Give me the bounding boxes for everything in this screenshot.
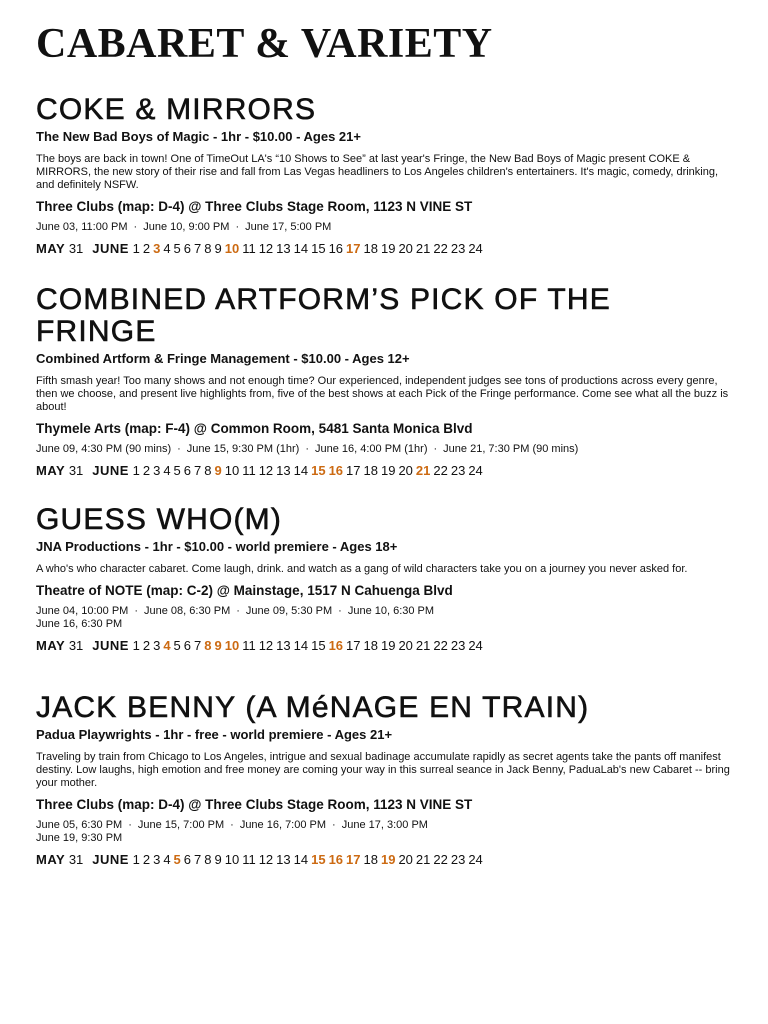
calendar-day: 22 — [433, 638, 448, 653]
performance-time: June 16, 4:00 PM (1hr) — [314, 443, 428, 455]
performance-day: 16 — [328, 852, 344, 867]
calendar-day: 20 — [398, 852, 413, 867]
calendar-day: 31 — [68, 638, 84, 653]
calendar-day: 9 — [214, 241, 222, 256]
calendar-day: 15 — [311, 241, 326, 256]
show-times-line — [36, 832, 736, 845]
calendar-day: 6 — [183, 241, 192, 256]
calendar-day: 14 — [293, 852, 309, 867]
separator-dot: · — [433, 443, 438, 455]
performance-day: 5 — [173, 852, 181, 867]
calendar-day: 24 — [468, 638, 483, 653]
calendar-day: 20 — [398, 638, 413, 653]
calendar-day: 1 — [132, 463, 140, 478]
calendar-day: 13 — [276, 852, 291, 867]
calendar-day: 5 — [173, 638, 181, 653]
performance-day: 9 — [214, 463, 222, 478]
calendar-day: 23 — [450, 852, 466, 867]
calendar-day: 2 — [142, 241, 151, 256]
calendar-day: 14 — [293, 241, 309, 256]
show-entry — [36, 692, 736, 868]
separator-dot: · — [235, 221, 240, 233]
calendar-day: 19 — [380, 463, 396, 478]
performance-day: 10 — [224, 638, 240, 653]
month-label-may: MAY — [36, 241, 66, 256]
page-title: CABARET & VARIETY — [36, 21, 493, 67]
calendar-day: 18 — [363, 463, 378, 478]
calendar-day: 31 — [68, 241, 84, 256]
calendar-day: 21 — [415, 852, 431, 867]
calendar-day: 11 — [242, 638, 256, 653]
calendar-day: 8 — [204, 463, 212, 478]
month-label-june: JUNE — [92, 463, 129, 478]
show-times — [36, 605, 736, 631]
calendar-day: 19 — [380, 638, 396, 653]
separator-dot: · — [305, 443, 309, 455]
calendar-day: 31 — [68, 463, 84, 478]
calendar-day: 9 — [214, 852, 222, 867]
calendar-day: 4 — [163, 463, 171, 478]
show-description: A who's who character cabaret. Come laugh, drink. and watch as a gang of wild characters take you on a journey you never asked for. — [36, 563, 688, 575]
performance-time: June 05, 6:30 PM — [36, 819, 123, 831]
show-times — [36, 443, 736, 456]
separator-dot: · — [134, 605, 139, 617]
calendar-day: 1 — [132, 241, 140, 256]
calendar-day: 15 — [311, 638, 326, 653]
performance-time: June 16, 7:00 PM — [239, 819, 327, 831]
separator-dot: · — [338, 605, 342, 617]
show-venue[interactable]: Three Clubs (map: D-4) @ Three Clubs Stage Room, 1123 N VINE ST — [36, 797, 473, 812]
show-times-line — [36, 819, 736, 832]
calendar-day: 31 — [68, 852, 84, 867]
performance-time: June 21, 7:30 PM (90 mins) — [443, 443, 579, 455]
show-times-line — [36, 618, 736, 631]
calendar-day: 7 — [194, 241, 202, 256]
date-calendar-strip — [36, 463, 736, 479]
performance-time: June 10, 6:30 PM — [347, 605, 435, 617]
performance-day: 21 — [415, 463, 431, 478]
show-subtitle: Padua Playwrights - 1hr - free - world premiere - Ages 21+ — [36, 727, 393, 742]
calendar-day: 1 — [132, 852, 140, 867]
calendar-day: 8 — [204, 852, 212, 867]
performance-day: 16 — [328, 463, 344, 478]
separator-dot: · — [332, 819, 336, 831]
show-venue[interactable]: Theatre of NOTE (map: C-2) @ Mainstage, 1517 N Cahuenga Blvd — [36, 583, 453, 598]
month-label-may: MAY — [36, 638, 66, 653]
show-title: COKE & MIRRORS — [36, 93, 317, 126]
calendar-day: 14 — [293, 638, 309, 653]
calendar-day: 22 — [433, 463, 448, 478]
performance-day: 10 — [224, 241, 240, 256]
separator-dot: · — [230, 819, 234, 831]
calendar-day: 8 — [204, 241, 212, 256]
calendar-day: 10 — [224, 463, 240, 478]
calendar-day: 10 — [224, 852, 240, 867]
performance-day: 17 — [346, 241, 361, 256]
month-label-june: JUNE — [92, 852, 129, 867]
calendar-day: 6 — [183, 638, 192, 653]
show-times-line — [36, 605, 736, 618]
calendar-day: 22 — [433, 852, 448, 867]
performance-day: 17 — [346, 852, 361, 867]
calendar-day: 7 — [194, 638, 202, 653]
performance-time: June 15, 7:00 PM — [137, 819, 225, 831]
show-venue[interactable]: Thymele Arts (map: F-4) @ Common Room, 5481 Santa Monica Blvd — [36, 421, 473, 436]
show-title: COMBINED ARTFORM’S PICK OF THE FRINGE — [36, 283, 611, 348]
calendar-day: 11 — [242, 852, 256, 867]
calendar-day: 18 — [363, 638, 378, 653]
show-subtitle: The New Bad Boys of Magic - 1hr - $10.00 - Ages 21+ — [36, 129, 361, 144]
performance-time: June 16, 6:30 PM — [36, 618, 123, 630]
calendar-day: 24 — [468, 463, 483, 478]
show-times-line — [36, 221, 736, 234]
separator-dot: · — [133, 221, 138, 233]
show-entry — [36, 94, 736, 257]
calendar-day: 4 — [163, 852, 171, 867]
show-entry — [36, 284, 736, 479]
performance-time: June 03, 11:00 PM — [36, 221, 128, 233]
calendar-day: 7 — [194, 463, 202, 478]
show-times-line — [36, 443, 736, 456]
calendar-day: 1 — [132, 638, 140, 653]
date-calendar-strip — [36, 241, 736, 257]
performance-time: June 09, 4:30 PM (90 mins) — [36, 443, 172, 455]
calendar-day: 3 — [153, 638, 161, 653]
month-label-may: MAY — [36, 463, 66, 478]
calendar-day: 5 — [173, 241, 181, 256]
calendar-day: 23 — [450, 241, 466, 256]
show-description: Traveling by train from Chicago to Los Angeles, intrigue and sexual badinage accumulate rapidly as secret agents take the pants off manifest destiny. Low laughs, high emotion and free money are coming your way in this surreal seance in Jack Benny, PaduaLab's new Cabaret -- bring your mother. — [36, 751, 730, 789]
calendar-day: 24 — [468, 852, 483, 867]
calendar-day: 12 — [258, 241, 274, 256]
calendar-day: 12 — [258, 463, 274, 478]
separator-dot: · — [236, 605, 240, 617]
calendar-day: 18 — [363, 852, 378, 867]
calendar-day: 11 — [242, 463, 256, 478]
performance-time: June 10, 9:00 PM — [143, 221, 230, 233]
calendar-day: 5 — [173, 463, 181, 478]
calendar-day: 2 — [142, 638, 151, 653]
calendar-day: 22 — [433, 241, 448, 256]
calendar-day: 17 — [346, 638, 361, 653]
calendar-day: 18 — [363, 241, 378, 256]
calendar-day: 16 — [328, 241, 344, 256]
show-title: JACK BENNY (A MéNAGE EN TRAIN) — [36, 691, 590, 724]
calendar-day: 3 — [153, 852, 161, 867]
calendar-day: 6 — [183, 852, 192, 867]
performance-day: 8 — [204, 638, 212, 653]
calendar-day: 21 — [415, 241, 431, 256]
month-label-june: JUNE — [92, 241, 129, 256]
calendar-day: 13 — [276, 638, 291, 653]
performance-time: June 04, 10:00 PM — [36, 605, 129, 617]
performance-time: June 09, 5:30 PM — [245, 605, 333, 617]
calendar-day: 13 — [276, 241, 291, 256]
performance-time: June 17, 3:00 PM — [341, 819, 428, 831]
show-description: The boys are back in town! One of TimeOut LA's “10 Shows to See” at last year's Fringe, the New Bad Boys of Magic present COKE & MIRRORS, the new story of their rise and fall from Las Vegas headliners to Los Angeles children's entertainers. It's magic, comedy, drinking, and definitely NSFW. — [36, 153, 719, 191]
performance-time: June 19, 9:30 PM — [36, 832, 123, 844]
calendar-day: 7 — [194, 852, 202, 867]
performance-day: 15 — [311, 463, 326, 478]
show-description: Fifth smash year! Too many shows and not enough time? Our experienced, independent judges see tons of productions across every genre, then we choose, and present live highlights from, five of the best shows at each Pick of the Fringe performance. Come see what all the buzz is about! — [36, 375, 729, 413]
calendar-day: 11 — [242, 241, 256, 256]
calendar-day: 3 — [153, 463, 161, 478]
calendar-day: 21 — [415, 638, 431, 653]
performance-day: 15 — [311, 852, 326, 867]
performance-day: 16 — [328, 638, 344, 653]
show-entry — [36, 504, 736, 654]
date-calendar-strip — [36, 638, 736, 654]
performance-time: June 17, 5:00 PM — [245, 221, 332, 233]
date-calendar-strip — [36, 852, 736, 868]
calendar-day: 20 — [398, 241, 413, 256]
show-subtitle: JNA Productions - 1hr - $10.00 - world premiere - Ages 18+ — [36, 539, 398, 554]
performance-day: 19 — [380, 852, 396, 867]
show-venue[interactable]: Three Clubs (map: D-4) @ Three Clubs Stage Room, 1123 N VINE ST — [36, 199, 473, 214]
month-label-may: MAY — [36, 852, 66, 867]
calendar-day: 19 — [380, 241, 396, 256]
calendar-day: 14 — [293, 463, 309, 478]
month-label-june: JUNE — [92, 638, 129, 653]
performance-day: 3 — [153, 241, 161, 256]
calendar-day: 24 — [468, 241, 483, 256]
show-times — [36, 221, 736, 234]
performance-day: 4 — [163, 638, 171, 653]
calendar-day: 4 — [163, 241, 171, 256]
calendar-day: 6 — [183, 463, 192, 478]
calendar-day: 20 — [398, 463, 413, 478]
calendar-day: 2 — [142, 852, 151, 867]
show-subtitle: Combined Artform & Fringe Management - $10.00 - Ages 12+ — [36, 351, 410, 366]
separator-dot: · — [128, 819, 132, 831]
calendar-day: 12 — [258, 638, 274, 653]
show-times — [36, 819, 736, 845]
performance-day: 9 — [214, 638, 222, 653]
performance-time: June 08, 6:30 PM — [144, 605, 231, 617]
calendar-day: 2 — [142, 463, 151, 478]
calendar-day: 12 — [258, 852, 274, 867]
calendar-day: 23 — [450, 463, 466, 478]
show-title: GUESS WHO(M) — [36, 503, 283, 536]
separator-dot: · — [177, 443, 181, 455]
calendar-day: 13 — [276, 463, 291, 478]
calendar-day: 17 — [346, 463, 361, 478]
calendar-day: 23 — [450, 638, 466, 653]
performance-time: June 15, 9:30 PM (1hr) — [186, 443, 300, 455]
